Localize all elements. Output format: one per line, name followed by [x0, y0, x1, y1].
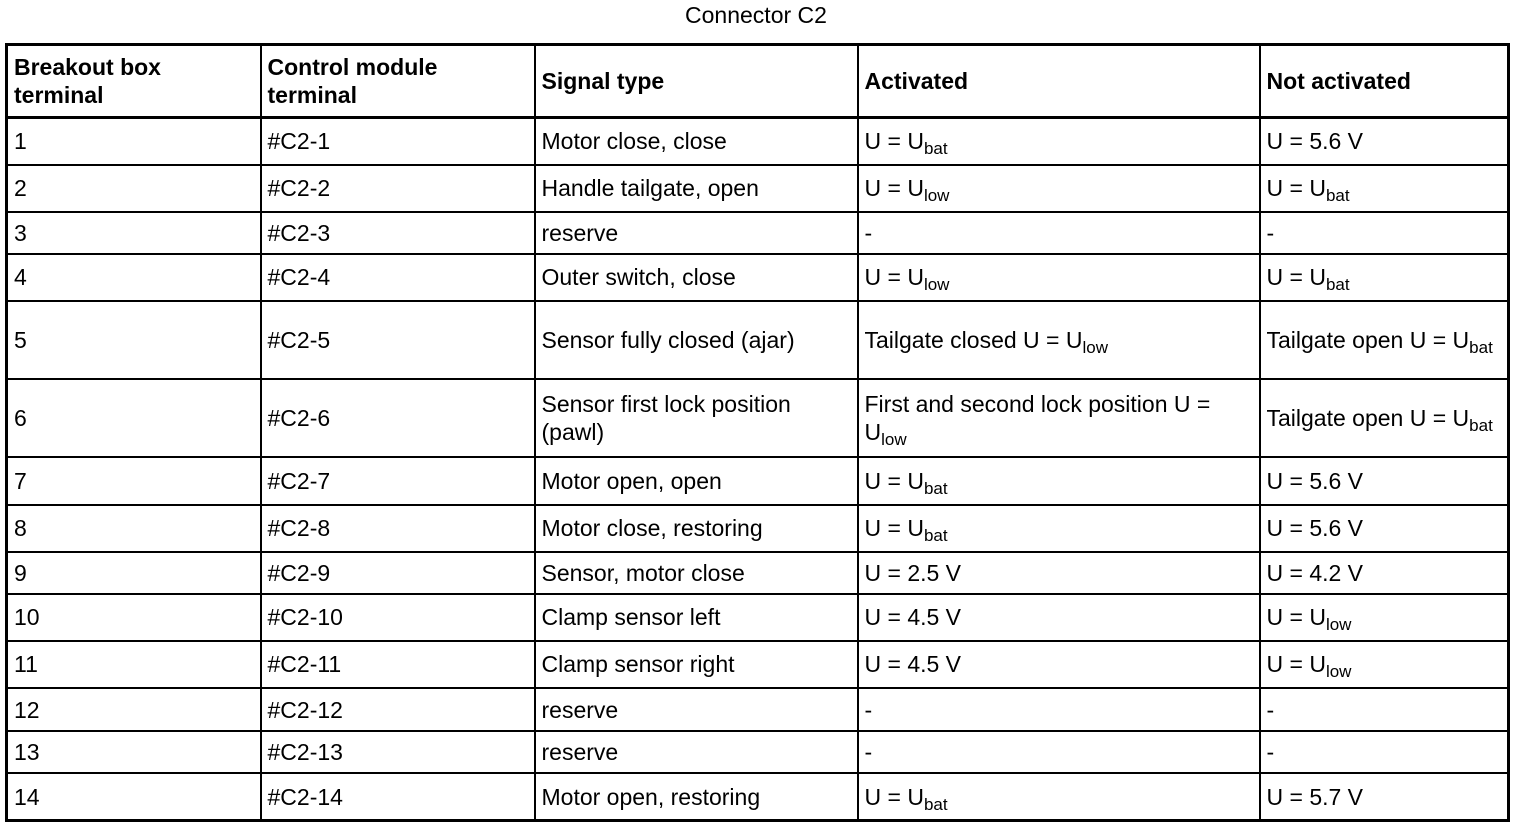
activated-text: U = 4.5 V: [864, 604, 962, 631]
signal-type: Sensor, motor close: [535, 552, 858, 594]
breakout-box-terminal: 1: [7, 118, 261, 165]
not-activated-text: U = 5.7 V: [1266, 783, 1364, 810]
signal-type: reserve: [535, 688, 858, 731]
control-module-terminal: #C2-14: [261, 773, 535, 820]
breakout-box-terminal: 14: [7, 773, 261, 820]
breakout-box-terminal: 12: [7, 688, 261, 731]
not-activated-value: [1260, 552, 1509, 594]
activated-subscript: low: [923, 186, 950, 206]
not-activated-text: Tailgate open U = U: [1266, 405, 1470, 432]
activated-text: U = 4.5 V: [864, 651, 962, 678]
not-activated-value: [1260, 301, 1509, 379]
not-activated-value: [1260, 254, 1509, 301]
not-activated-text: U = U: [1266, 264, 1326, 291]
activated-value: [858, 118, 1260, 165]
activated-subscript: bat: [923, 139, 948, 159]
activated-value: [858, 688, 1260, 731]
activated-value: [858, 457, 1260, 504]
activated-text: U = U: [864, 515, 924, 542]
control-module-terminal: #C2-3: [261, 212, 535, 254]
header-breakout-box-terminal: Breakout box terminal: [7, 45, 261, 118]
activated-value: [858, 731, 1260, 773]
header-signal-type: Signal type: [535, 45, 858, 118]
not-activated-text: U = 5.6 V: [1266, 128, 1364, 155]
activated-subscript: low: [881, 430, 907, 450]
signal-type: reserve: [535, 212, 858, 254]
not-activated-subscript: low: [1325, 662, 1352, 682]
breakout-box-terminal: 3: [7, 212, 261, 254]
not-activated-value: [1260, 731, 1509, 773]
not-activated-text: -: [1266, 739, 1275, 766]
not-activated-text: -: [1266, 696, 1275, 723]
control-module-terminal: #C2-4: [261, 254, 535, 301]
signal-type: Motor open, open: [535, 457, 858, 504]
activated-value: [858, 773, 1260, 820]
table-row: [7, 641, 1509, 688]
activated-value: [858, 165, 1260, 212]
breakout-box-terminal: 7: [7, 457, 261, 504]
table-row: [7, 457, 1509, 504]
signal-type: Motor open, restoring: [535, 773, 858, 820]
signal-type: Outer switch, close: [535, 254, 858, 301]
control-module-terminal: #C2-1: [261, 118, 535, 165]
not-activated-subscript: bat: [1469, 416, 1493, 436]
activated-value: [858, 301, 1260, 379]
control-module-terminal: #C2-5: [261, 301, 535, 379]
connector-table: [5, 43, 1510, 822]
table-row: [7, 301, 1509, 379]
control-module-terminal: #C2-12: [261, 688, 535, 731]
not-activated-value: [1260, 773, 1509, 820]
connector-title: Connector C2: [685, 2, 827, 28]
control-module-terminal: #C2-9: [261, 552, 535, 594]
not-activated-value: [1260, 688, 1509, 731]
control-module-terminal: #C2-11: [261, 641, 535, 688]
not-activated-text: U = 4.2 V: [1266, 559, 1364, 586]
breakout-box-terminal: 2: [7, 165, 261, 212]
activated-text: -: [864, 219, 873, 246]
breakout-box-terminal: 5: [7, 301, 261, 379]
not-activated-value: [1260, 379, 1509, 457]
table-row: [7, 379, 1509, 457]
signal-type: Handle tailgate, open: [535, 165, 858, 212]
not-activated-text: U = 5.6 V: [1266, 515, 1364, 542]
not-activated-subscript: bat: [1325, 275, 1350, 295]
activated-value: [858, 379, 1260, 457]
not-activated-text: U = U: [1266, 651, 1326, 678]
header-row: [7, 45, 1509, 118]
breakout-box-terminal: 11: [7, 641, 261, 688]
table-row: [7, 118, 1509, 165]
breakout-box-terminal: 10: [7, 594, 261, 641]
not-activated-text: U = 5.6 V: [1266, 467, 1364, 494]
table-row: [7, 773, 1509, 820]
not-activated-text: U = U: [1266, 604, 1326, 631]
not-activated-text: Tailgate open U = U: [1266, 327, 1470, 354]
not-activated-subscript: bat: [1469, 338, 1493, 358]
activated-value: [858, 641, 1260, 688]
table-row: [7, 165, 1509, 212]
activated-value: [858, 552, 1260, 594]
not-activated-value: [1260, 505, 1509, 552]
not-activated-value: [1260, 457, 1509, 504]
header-activated: Activated: [858, 45, 1260, 118]
activated-value: [858, 505, 1260, 552]
not-activated-text: U = U: [1266, 175, 1326, 202]
control-module-terminal: #C2-6: [261, 379, 535, 457]
signal-type: reserve: [535, 731, 858, 773]
activated-subscript: bat: [923, 478, 948, 498]
breakout-box-terminal: 6: [7, 379, 261, 457]
table-row: [7, 552, 1509, 594]
breakout-box-terminal: 13: [7, 731, 261, 773]
control-module-terminal: #C2-7: [261, 457, 535, 504]
signal-type: Clamp sensor right: [535, 641, 858, 688]
signal-type: Sensor fully closed (ajar): [535, 301, 858, 379]
activated-text: U = U: [864, 175, 924, 202]
control-module-terminal: #C2-10: [261, 594, 535, 641]
activated-text: U = U: [864, 264, 924, 291]
activated-subscript: bat: [923, 794, 948, 814]
activated-subscript: low: [923, 275, 950, 295]
activated-subscript: bat: [923, 526, 948, 546]
activated-value: [858, 212, 1260, 254]
table-row: [7, 688, 1509, 731]
not-activated-value: [1260, 641, 1509, 688]
activated-text: First and second lock position U = U: [864, 391, 1211, 446]
signal-type: Clamp sensor left: [535, 594, 858, 641]
table-row: [7, 212, 1509, 254]
activated-value: [858, 254, 1260, 301]
control-module-terminal: #C2-8: [261, 505, 535, 552]
signal-type: Sensor first lock position (pawl): [535, 379, 858, 457]
control-module-terminal: #C2-13: [261, 731, 535, 773]
activated-text: -: [864, 696, 873, 723]
not-activated-subscript: bat: [1325, 186, 1350, 206]
not-activated-text: -: [1266, 219, 1275, 246]
not-activated-value: [1260, 118, 1509, 165]
breakout-box-terminal: 9: [7, 552, 261, 594]
table-row: [7, 594, 1509, 641]
table-row: [7, 731, 1509, 773]
activated-text: U = U: [864, 783, 924, 810]
activated-text: U = 2.5 V: [864, 559, 962, 586]
header-not-activated: Not activated: [1260, 45, 1509, 118]
table-row: [7, 505, 1509, 552]
not-activated-subscript: low: [1325, 615, 1352, 635]
signal-type: Motor close, restoring: [535, 505, 858, 552]
activated-text: U = U: [864, 467, 924, 494]
activated-text: Tailgate closed U = U: [864, 327, 1083, 354]
table-row: [7, 254, 1509, 301]
not-activated-value: [1260, 165, 1509, 212]
activated-subscript: low: [1082, 338, 1108, 358]
signal-type: Motor close, close: [535, 118, 858, 165]
breakout-box-terminal: 8: [7, 505, 261, 552]
activated-text: -: [864, 739, 873, 766]
breakout-box-terminal: 4: [7, 254, 261, 301]
header-control-module-terminal: Control module terminal: [261, 45, 535, 118]
not-activated-value: [1260, 212, 1509, 254]
not-activated-value: [1260, 594, 1509, 641]
activated-text: U = U: [864, 128, 924, 155]
activated-value: [858, 594, 1260, 641]
control-module-terminal: #C2-2: [261, 165, 535, 212]
